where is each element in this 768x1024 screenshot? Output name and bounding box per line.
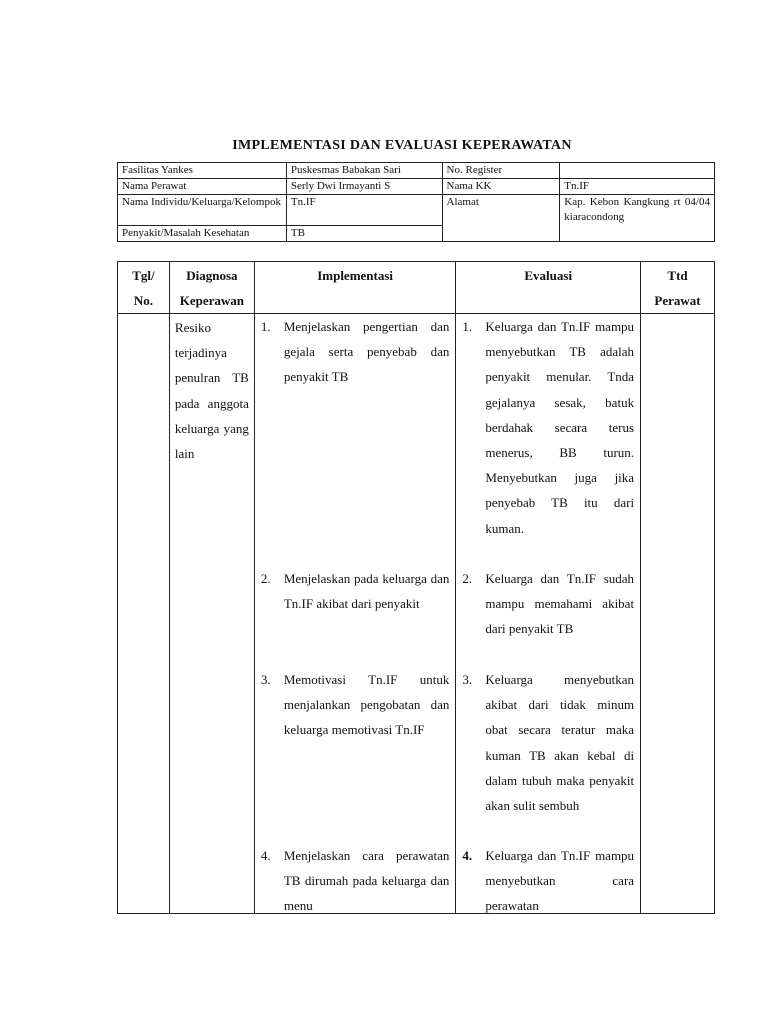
info-row: [118, 163, 715, 179]
implementation-table: [117, 261, 715, 914]
header-diagnosa: Diagnosa Keperawan: [169, 262, 254, 314]
header-evaluasi: Evaluasi: [456, 262, 641, 314]
individu-label: Nama Individu/Keluarga/Kelompok: [118, 195, 287, 226]
implementasi-cell: [254, 314, 456, 914]
item-number: 2.: [260, 571, 271, 586]
evaluasi-cell: [456, 314, 641, 914]
list-item: [261, 314, 450, 566]
list-item: [462, 843, 634, 913]
header-implementasi: Implementasi: [254, 262, 456, 314]
alamat-label: Alamat: [442, 195, 560, 242]
kk-label: Nama KK: [442, 179, 560, 195]
item-number: 4.: [260, 848, 271, 863]
diagnosa-cell: [169, 314, 254, 914]
tgl-cell: [118, 314, 170, 914]
perawat-label: Nama Perawat: [118, 179, 287, 195]
header-tgl: Tgl/ No.: [118, 262, 170, 314]
penyakit-value: TB: [286, 226, 442, 242]
implementasi-text: Menjelaskan pada keluarga dan Tn.IF akibat dari penyakit: [283, 571, 450, 612]
kk-value: Tn.IF: [560, 179, 715, 195]
list-item: [261, 566, 450, 667]
alamat-value: Kap. Kebon Kangkung rt 04/04 kiaracondong: [560, 195, 715, 242]
fasilitas-value: Puskesmas Babakan Sari: [286, 163, 442, 179]
list-item: [261, 843, 450, 913]
info-table: [117, 162, 715, 242]
item-number: 1.: [260, 319, 271, 334]
register-label: No. Register: [442, 163, 560, 179]
evaluasi-text: Keluarga dan Tn.IF mampu menyebutkan cara perawatan: [485, 848, 635, 914]
list-item: [462, 314, 634, 566]
evaluasi-text: Keluarga dan Tn.IF sudah mampu memahami akibat dari penyakit TB: [485, 571, 635, 637]
item-number: 3.: [260, 672, 271, 687]
implementasi-text: Menjelaskan pengertian dan gejala serta penyebab dan penyakit TB: [283, 319, 450, 385]
individu-value: Tn.IF: [286, 195, 442, 226]
item-number: 1.: [462, 319, 473, 334]
table-row: [118, 314, 715, 914]
item-number: 4.: [462, 848, 473, 863]
item-number: 3.: [462, 672, 473, 687]
penyakit-label: Penyakit/Masalah Kesehatan: [118, 226, 287, 242]
ttd-cell: [641, 314, 715, 914]
perawat-value: Serly Dwi Irmayanti S: [286, 179, 442, 195]
evaluasi-text: Keluarga menyebutkan akibat dari tidak minum obat secara teratur maka kuman TB akan kebal di dalam tubuh maka penyakit akan sulit sembuh: [485, 672, 635, 814]
item-number: 2.: [462, 571, 473, 586]
header-row: [118, 262, 715, 314]
register-value: [560, 163, 715, 179]
fasilitas-label: Fasilitas Yankes: [118, 163, 287, 179]
list-item: [462, 566, 634, 667]
evaluasi-text: Keluarga dan Tn.IF mampu menyebutkan TB adalah penyakit menular. Tnda gejalanya sesak, batuk berdahak secara terus menerus, BB turun. Menyebutkan juga jika penyebab TB itu dari kuman.: [485, 319, 635, 536]
document-title: IMPLEMENTASI DAN EVALUASI KEPERAWATAN: [232, 138, 572, 153]
header-ttd: Ttd Perawat: [641, 262, 715, 314]
implementasi-text: Menjelaskan cara perawatan TB dirumah pada keluarga dan menu: [283, 848, 450, 914]
list-item: [261, 667, 450, 843]
info-row: [118, 195, 715, 226]
list-item: [462, 667, 634, 843]
info-row: [118, 179, 715, 195]
diagnosa-text: Resiko terjadinya penulran TB pada anggota keluarga yang lain: [174, 320, 249, 462]
implementasi-text: Memotivasi Tn.IF untuk menjalankan pengobatan dan keluarga memotivasi Tn.IF: [283, 672, 450, 738]
